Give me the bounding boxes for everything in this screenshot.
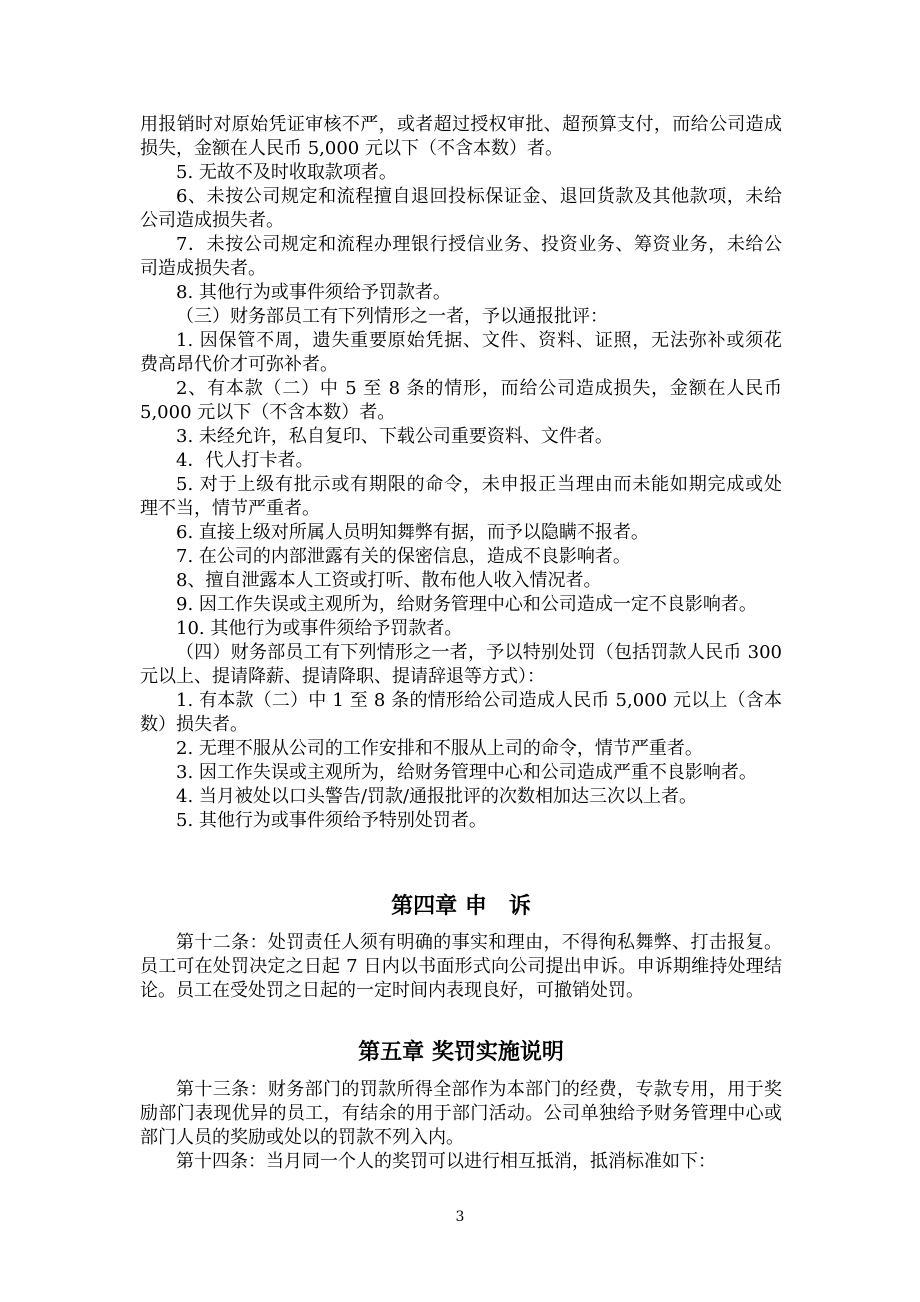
text-line: 4. 当月被处以口头警告/罚款/通报批评的次数相加达三次以上者。 bbox=[176, 786, 698, 807]
text-line: 1. 有本款（二）中 1 至 8 条的情形给公司造成人民币 5,000 元以上（含本 bbox=[176, 690, 782, 711]
text-line: 5. 无故不及时收取款项者。 bbox=[176, 162, 397, 183]
text-line: 8、擅自泄露本人工资或打听、散布他人收入情况者。 bbox=[176, 570, 602, 591]
subsection-title bbox=[140, 305, 782, 329]
article-14 bbox=[140, 1150, 782, 1174]
text-line: 6、未按公司规定和流程擅自退回投标保证金、退回货款及其他款项，未给 bbox=[176, 186, 782, 207]
text-line: 费高昂代价才可弥补者。 bbox=[140, 354, 338, 375]
text-line: 第十四条：当月同一个人的奖罚可以进行相互抵消，抵消标准如下： bbox=[176, 1151, 716, 1172]
clause-item bbox=[140, 425, 782, 449]
text-line: 论。员工在受处罚之日起的一定时间内表现良好，可撤销处罚。 bbox=[140, 980, 644, 1001]
text-line: 6. 直接上级对所属人员明知舞弊有据，而予以隐瞒不报者。 bbox=[176, 522, 649, 543]
text-line: 用报销时对原始凭证审核不严，或者超过授权审批、超预算支付，而给公司造成 bbox=[140, 114, 782, 135]
text-line: 员工可在处罚决定之日起 7 日内以书面形式向公司提出申诉。申诉期维持处理结 bbox=[140, 956, 782, 977]
clause-item bbox=[140, 689, 782, 713]
text-line: （四）财务部员工有下列情形之一者，予以特别处罚（包括罚款人民币 300 bbox=[176, 642, 782, 663]
clause-item bbox=[140, 449, 782, 473]
clause-item bbox=[140, 809, 782, 833]
text-line: 9. 因工作失误或主观所为，给财务管理中心和公司造成一定不良影响者。 bbox=[176, 594, 757, 615]
text-line: 2、有本款（二）中 5 至 8 条的情形，而给公司造成损失，金额在人民币 bbox=[176, 378, 782, 399]
text-line: 4．代人打卡者。 bbox=[176, 450, 314, 471]
clause-item bbox=[140, 281, 782, 305]
article-12 bbox=[140, 931, 782, 955]
text-line: 公司造成损失者。 bbox=[140, 210, 284, 231]
text-line: 2. 无理不服从公司的工作安排和不服从上司的命令，情节严重者。 bbox=[176, 738, 703, 759]
clause-item bbox=[140, 377, 782, 401]
clause-item-wrap bbox=[140, 209, 782, 233]
text-line: 8. 其他行为或事件须给予罚款者。 bbox=[176, 282, 451, 303]
clause-item bbox=[140, 185, 782, 209]
text-line: （三）财务部员工有下列情形之一者，予以通报批评： bbox=[176, 306, 608, 327]
clause-item bbox=[140, 785, 782, 809]
penalty-clauses bbox=[140, 113, 782, 833]
clause-continuation bbox=[140, 113, 782, 161]
clause-item-wrap bbox=[140, 257, 782, 281]
clause-item bbox=[140, 737, 782, 761]
article-12-wrap bbox=[140, 955, 782, 1003]
text-line: 部门人员的奖励或处以的罚款不列入内。 bbox=[140, 1127, 464, 1148]
page-number: 3 bbox=[455, 1209, 465, 1225]
text-line: 理不当，情节严重者。 bbox=[140, 498, 320, 519]
clause-item-wrap bbox=[140, 497, 782, 521]
clause-item bbox=[140, 233, 782, 257]
text-line: 1. 因保管不周，遗失重要原始凭据、文件、资料、证照，无法弥补或须花 bbox=[176, 330, 782, 351]
clause-item-wrap bbox=[140, 713, 782, 737]
text-line: 10. 其他行为或事件须给予罚款者。 bbox=[176, 618, 463, 639]
text-line: 5,000 元以下（不含本数）者。 bbox=[140, 402, 396, 423]
text-line: 5. 对于上级有批示或有期限的命令，未申报正当理由而未能如期完成或处 bbox=[176, 474, 782, 495]
text-line: 3. 因工作失误或主观所为，给财务管理中心和公司造成严重不良影响者。 bbox=[176, 762, 757, 783]
text-line: 5. 其他行为或事件须给予特别处罚者。 bbox=[176, 810, 487, 831]
chapter-5-body bbox=[140, 1078, 782, 1174]
chapter-4-body bbox=[140, 931, 782, 1003]
clause-item bbox=[140, 329, 782, 353]
clause-item-wrap bbox=[140, 401, 782, 425]
clause-item bbox=[140, 761, 782, 785]
clause-item bbox=[140, 161, 782, 185]
clause-item bbox=[140, 593, 782, 617]
clause-item-wrap bbox=[140, 353, 782, 377]
subsection-title-wrap bbox=[140, 665, 782, 689]
text-line: 司造成损失者。 bbox=[140, 258, 266, 279]
chapter-5-heading: 第五章 奖罚实施说明 bbox=[358, 1039, 564, 1065]
article-13-wrap bbox=[140, 1102, 782, 1150]
chapter-4-heading: 第四章 申 诉 bbox=[391, 893, 531, 919]
clause-item bbox=[140, 569, 782, 593]
subsection-title bbox=[140, 641, 782, 665]
text-line: 损失，金额在人民币 5,000 元以下（不含本数）者。 bbox=[140, 138, 563, 159]
text-line: 励部门表现优异的员工，有结余的用于部门活动。公司单独给予财务管理中心或 bbox=[140, 1103, 782, 1124]
clause-item bbox=[140, 473, 782, 497]
clause-item bbox=[140, 545, 782, 569]
text-line: 元以上、提请降薪、提请降职、提请辞退等方式）： bbox=[140, 666, 545, 687]
text-line: 第十三条：财务部门的罚款所得全部作为本部门的经费，专款专用，用于奖 bbox=[176, 1079, 782, 1100]
text-line: 3. 未经允许，私自复印、下载公司重要资料、文件者。 bbox=[176, 426, 613, 447]
text-line: 7. 在公司的内部泄露有关的保密信息，造成不良影响者。 bbox=[176, 546, 631, 567]
clause-item bbox=[140, 617, 782, 641]
text-line: 第十二条：处罚责任人须有明确的事实和理由，不得徇私舞弊、打击报复。 bbox=[176, 932, 782, 953]
article-13 bbox=[140, 1078, 782, 1102]
clause-item bbox=[140, 521, 782, 545]
text-line: 7．未按公司规定和流程办理银行授信业务、投资业务、筹资业务，未给公 bbox=[176, 234, 782, 255]
text-line: 数）损失者。 bbox=[140, 714, 248, 735]
